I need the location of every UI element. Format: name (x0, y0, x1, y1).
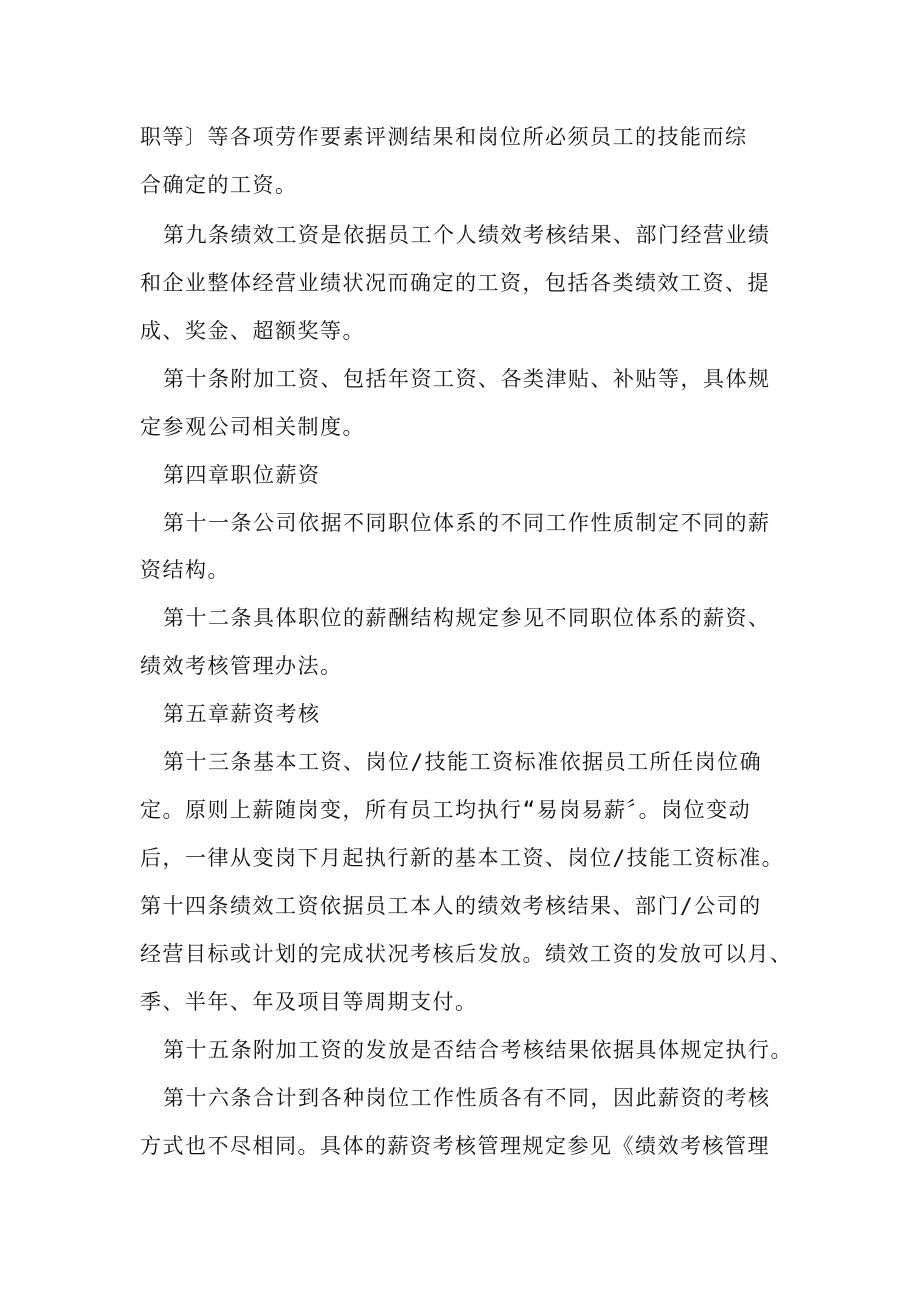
text-line: 第十一条公司依据不同职位体系的不同工作性质制定不同的薪 (163, 511, 771, 535)
text-line: 第十四条绩效工资依据员工本人的绩效考核结果、部门/公司的 (140, 894, 762, 918)
text-line: 经营目标或计划的完成状况考核后发放。绩效工资的发放可以月、 (140, 942, 793, 966)
text-line: 方式也不尽相同。具体的薪资考核管理规定参见《绩效考核管理 (140, 1134, 770, 1158)
text-line: 第十六条合计到各种岗位工作性质各有不同，因此薪资的考核 (163, 1086, 771, 1110)
text-line: 季、半年、年及项目等周期支付。 (140, 990, 478, 1014)
text-line: 职等〕等各项劳作要素评测结果和岗位所必须员工的技能而综 (140, 125, 748, 149)
text-line: 第九条绩效工资是依据员工个人绩效考核结果、部门经营业绩 (163, 223, 771, 247)
chapter-heading: 第五章薪资考核 (163, 702, 321, 726)
text-line: 第十二条具体职位的薪酬结构规定参见不同职位体系的薪资、 (163, 606, 771, 630)
text-line: 定参观公司相关制度。 (140, 415, 365, 439)
text-line: 资结构。 (140, 558, 230, 582)
text-line: 后，一律从变岗下月起执行新的基本工资、岗位/技能工资标准。 (140, 846, 785, 870)
text-line: 绩效考核管理办法。 (140, 654, 343, 678)
text-line: 第十五条附加工资的发放是否结合考核结果依据具体规定执行。 (163, 1038, 793, 1062)
text-line: 第十条附加工资、包括年资工资、各类津贴、补贴等，具体规 (163, 367, 771, 391)
text-line: 定。原则上薪随岗变，所有员工均执行“易岗易薪〞。岗位变动 (140, 798, 752, 822)
text-line: 和企业整体经营业绩状况而确定的工资，包括各类绩效工资、提 (140, 271, 770, 295)
text-line: 第十三条基本工资、岗位/技能工资标准依据员工所任岗位确 (163, 750, 763, 774)
text-line: 成、奖金、超额奖等。 (140, 319, 365, 343)
chapter-heading: 第四章职位薪资 (163, 463, 321, 487)
text-line: 合确定的工资。 (140, 173, 298, 197)
